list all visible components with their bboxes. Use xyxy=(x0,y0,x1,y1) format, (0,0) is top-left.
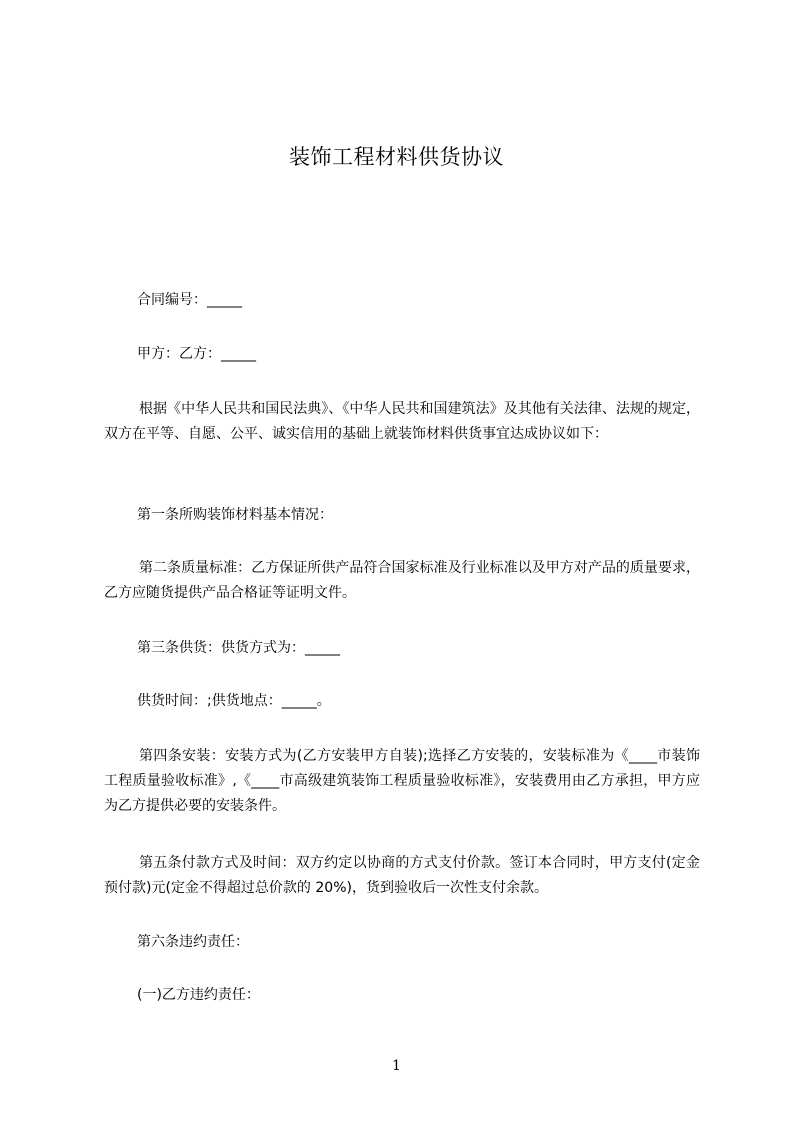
supply-time-line: 供货时间：;供货地点：_____。 xyxy=(137,693,331,709)
page-number: 1 xyxy=(392,1058,401,1074)
article-3-line: 第三条供货：供货方式为：_____ xyxy=(137,640,340,656)
article-6-heading: 第六条违约责任： xyxy=(137,934,249,950)
article-2-paragraph: 第二条质量标准：乙方保证所供产品符合国家标准及行业标准以及甲方对产品的质量要求，乙方应随货提供产品合格证等证明文件。 xyxy=(104,560,700,601)
article-6-item-1: (一)乙方违约责任： xyxy=(137,987,260,1003)
article-5-paragraph: 第五条付款方式及时间：双方约定以协商的方式支付价款。签订本合同时，甲方支付(定金预付款)元(定金不得超过总价款的 20%)，货到验收后一次性支付余款。 xyxy=(104,855,700,896)
article-4-paragraph: 第四条安装：安装方式为(乙方安装甲方自装);选择乙方安装的，安装标准为《____市装饰工程质量验收标准》,《____市高级建筑装饰工程质量验收标准》，安装费用由乙方承担，甲方应为乙方提供必要的安装条件。 xyxy=(104,748,700,814)
document-title: 装饰工程材料供货协议 xyxy=(289,145,504,169)
parties-line: 甲方：乙方：_____ xyxy=(137,346,256,362)
contract-number-line: 合同编号：_____ xyxy=(137,292,242,308)
article-1-heading: 第一条所购装饰材料基本情况： xyxy=(137,507,333,523)
intro-paragraph: 根据《中华人民共和国民法典》、《中华人民共和国建筑法》及其他有关法律、法规的规定，双方在平等、自愿、公平、诚实信用的基础上就装饰材料供货事宜达成协议如下： xyxy=(104,401,700,442)
